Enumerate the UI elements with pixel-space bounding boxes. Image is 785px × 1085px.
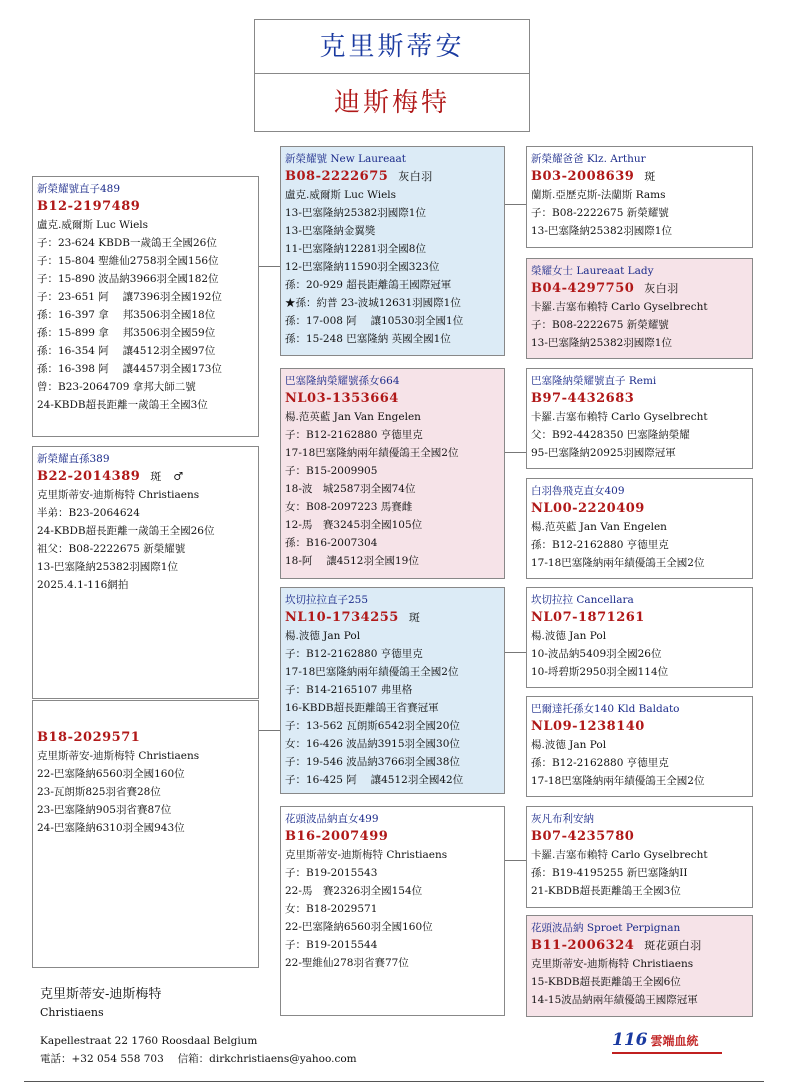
pedigree-line: 10-埒碧斯2950羽全國114位	[531, 666, 669, 678]
ring-number	[531, 168, 748, 186]
pedigree-line: 子：B14-2165107 弗里格	[285, 684, 413, 696]
pedigree-line: 12-馬 賽3245羽全國105位	[285, 519, 423, 531]
pedigree-line: 子：B08-2222675 新榮耀號	[531, 319, 669, 331]
pedigree-line: 11-巴塞隆納12281羽全國8位	[285, 243, 426, 255]
pedigree-line: 2025.4.1-116網拍	[37, 579, 129, 591]
ring-number	[531, 280, 748, 298]
owner-name: 克里斯蒂安-迪斯梅特	[40, 987, 162, 1002]
pedigree-line: 克里斯蒂安-迪斯梅特 Christiaens	[285, 849, 448, 861]
ring-number	[531, 718, 748, 736]
ancestor-box	[526, 915, 753, 1017]
pedigree-line: 18-阿 讓4512羽全國19位	[285, 555, 419, 567]
pedigree-line: 子：15-804 聖維仙2758羽全國156位	[37, 255, 219, 267]
plumage-color: 斑花頭白羽	[644, 939, 702, 952]
connector	[505, 652, 527, 653]
pedigree-line: 孫：16-398 阿 讓4457羽全國173位	[37, 363, 222, 375]
pedigree-line: 13-巴塞隆納25382羽國際1位	[531, 225, 672, 237]
pedigree-line: 盧克.威爾斯 Luc Wiels	[285, 189, 397, 201]
pedigree-line: 卡羅.吉塞布賴特 Carlo Gyselbrecht	[531, 411, 708, 423]
pedigree-line: 孫：15-248 巴塞隆納 英國全國1位	[285, 333, 451, 345]
pedigree-line: 孫：20-929 超長距離鴿王國際冠軍	[285, 279, 452, 291]
pedigree-line: 子：15-890 波品納3966羽全國182位	[37, 273, 219, 285]
logo-number: 116	[612, 1030, 648, 1050]
ring-number-text: B08-2222675	[285, 169, 389, 184]
pedigree-line: 24-KBDB超長距離一歲鴿王全國3位	[37, 399, 208, 411]
pedigree-line: 曾：B23-2064709 拿邦大師二號	[37, 381, 196, 393]
ring-number	[285, 609, 500, 627]
ring-number-text: B12-2197489	[37, 199, 141, 214]
pedigree-line: 13-巴塞隆納25382羽國際1位	[531, 337, 672, 349]
sire-box	[32, 176, 259, 437]
pedigree-line: 孫：B12-2162880 亨德里克	[531, 539, 669, 551]
pedigree-line: 22-巴塞隆納6560羽全國160位	[285, 921, 433, 933]
pigeon-nickname: 巴塞隆納榮耀號孫女664	[285, 375, 400, 387]
ring-number-text: NL07-1871261	[531, 610, 645, 625]
connector	[505, 452, 527, 453]
granddam-maternal-box	[280, 806, 505, 1016]
pedigree-line: 14-15波品納兩年績優鴿王國際冠軍	[531, 994, 698, 1006]
pedigree-line: 楊.波德 Jan Pol	[531, 739, 607, 751]
ring-number	[37, 198, 254, 216]
ring-number-text: B22-2014389	[37, 469, 141, 484]
pedigree-line: 孫：16-354 阿 讓4512羽全國97位	[37, 345, 216, 357]
granddam-paternal-box	[280, 368, 505, 579]
ring-number	[531, 609, 748, 627]
pigeon-nickname: 新榮耀號 New Laureaat	[285, 153, 407, 165]
connector	[505, 204, 527, 205]
ring-number-text: B16-2007499	[285, 829, 389, 844]
ancestor-box	[526, 146, 753, 248]
ancestor-box	[526, 806, 753, 908]
owner-block	[40, 986, 161, 1022]
connector	[505, 860, 527, 861]
connector	[258, 266, 280, 267]
ring-number	[531, 937, 748, 955]
pedigree-line: 13-巴塞隆納25382羽國際1位	[37, 561, 178, 573]
pedigree-line: 克里斯蒂安-迪斯梅特 Christiaens	[37, 489, 200, 501]
pedigree-line: 楊.波德 Jan Pol	[531, 630, 607, 642]
pedigree-line: 楊.范英藍 Jan Van Engelen	[285, 411, 421, 423]
connector	[258, 730, 280, 731]
plumage-color: 灰白羽	[398, 170, 433, 183]
pedigree-line: 孫：16-397 拿 邦3506羽全國18位	[37, 309, 216, 321]
pigeon-nickname: 巴塞隆納榮耀號直子 Remi	[531, 375, 657, 387]
pigeon-nickname: 花頭波品納直女499	[285, 813, 379, 825]
pedigree-line: 23-瓦朗斯825羽省賽28位	[37, 786, 161, 798]
ring-number-text: NL00-2220409	[531, 501, 645, 516]
grandsire-paternal-box	[280, 146, 505, 356]
pedigree-line: 23-巴塞隆納905羽省賽87位	[37, 804, 172, 816]
pedigree-line: 子：19-546 波品納3766羽全國38位	[285, 756, 460, 768]
brand-logo	[612, 1030, 699, 1050]
pedigree-line: 24-巴塞隆納6310羽全國943位	[37, 822, 185, 834]
ring-number	[37, 729, 254, 747]
pedigree-line: 孫：B19-4195255 新巴塞隆納II	[531, 867, 688, 879]
pedigree-line: 子：23-624 KBDB一歲鴿王全國26位	[37, 237, 217, 249]
pigeon-nickname: 新榮耀爸爸 Klz. Arthur	[531, 153, 646, 165]
address: Kapellestraat 22 1760 Roosdaal Belgium	[40, 1035, 258, 1047]
pedigree-line: 95-巴塞隆納20925羽國際冠軍	[531, 447, 676, 459]
pigeon-nickname: 榮耀女士 Laureaat Lady	[531, 265, 654, 277]
pedigree-line: 父：B92-4428350 巴塞隆納榮耀	[531, 429, 690, 441]
ring-number-text: NL03-1353664	[285, 391, 399, 406]
grandsire-maternal-box	[280, 587, 505, 794]
subject-pigeon-box	[32, 446, 259, 699]
pedigree-line: 18-波 城2587羽全國74位	[285, 483, 416, 495]
ancestor-box	[526, 258, 753, 359]
pedigree-line: 13-巴塞隆納25382羽國際1位	[285, 207, 426, 219]
ring-number-text: B11-2006324	[531, 938, 635, 953]
pedigree-line: 子：B12-2162880 亨德里克	[285, 648, 423, 660]
pedigree-line: 子：23-651 阿 讓7396羽全國192位	[37, 291, 222, 303]
contact-block	[40, 1032, 357, 1068]
pedigree-line: 子：B08-2222675 新榮耀號	[531, 207, 669, 219]
ring-number	[531, 500, 748, 518]
page-subtitle: 迪斯梅特	[254, 74, 530, 132]
ring-number-text: B97-4432683	[531, 391, 635, 406]
pedigree-line: 卡羅.吉塞布賴特 Carlo Gyselbrecht	[531, 849, 708, 861]
plumage-color: 斑	[644, 170, 656, 183]
ancestor-box	[526, 696, 753, 797]
ring-number	[285, 828, 500, 846]
logo-underline	[612, 1052, 722, 1054]
pigeon-nickname: 灰凡布利安納	[531, 813, 594, 825]
pigeon-nickname: 花頭波品納 Sproet Perpignan	[531, 922, 681, 934]
pedigree-line: 祖父：B08-2222675 新榮耀號	[37, 543, 186, 555]
page-title: 克里斯蒂安	[254, 19, 530, 74]
plumage-color: 斑	[408, 611, 421, 624]
ring-number-text: B07-4235780	[531, 829, 635, 844]
pedigree-line: 克里斯蒂安-迪斯梅特 Christiaens	[531, 958, 694, 970]
pedigree-line: 孫：17-008 阿 讓10530羽全國1位	[285, 315, 464, 327]
pedigree-line: 子：B19-2015544	[285, 939, 378, 951]
ring-number	[531, 828, 748, 846]
plumage-color: 灰白羽	[644, 282, 679, 295]
pedigree-line: 女：16-426 波品納3915羽全國30位	[285, 738, 460, 750]
ancestor-box	[526, 478, 753, 579]
contact-line: 電話：+32 054 558 703 信箱：dirkchristiaens@yahoo.com	[40, 1053, 357, 1065]
pedigree-line: 13-巴塞隆納金翼獎	[285, 225, 376, 237]
pedigree-line: 子：B12-2162880 亨德里克	[285, 429, 423, 441]
pigeon-nickname: 巴爾達托孫女140 Kld Baldato	[531, 703, 680, 715]
logo-text: 雲端血統	[650, 1034, 699, 1048]
ancestor-box	[526, 587, 753, 688]
pedigree-line: 子：B19-2015543	[285, 867, 378, 879]
pigeon-nickname: 坎切拉拉直子255	[285, 594, 369, 606]
pigeon-nickname: 新榮耀號直子489	[37, 183, 121, 195]
pigeon-nickname: 新榮耀直孫389	[37, 453, 110, 465]
pedigree-line: 17-18巴塞隆納兩年績優鴿王全國2位	[285, 447, 459, 459]
pedigree-line: 21-KBDB超長距離鴿王全國3位	[531, 885, 681, 897]
pedigree-line: 17-18巴塞隆納兩年績優鴿王全國2位	[531, 775, 705, 787]
pigeon-nickname: 坎切拉拉 Cancellara	[531, 594, 634, 606]
pedigree-line: 16-KBDB超長距離鴿王省賽冠軍	[285, 702, 439, 714]
pedigree-line: 卡羅.吉塞布賴特 Carlo Gyselbrecht	[531, 301, 708, 313]
pigeon-nickname: 白羽魯飛克直女409	[531, 485, 625, 497]
pedigree-line: 子：13-562 瓦朗斯6542羽全國20位	[285, 720, 460, 732]
pedigree-line: 孫：B12-2162880 亨德里克	[531, 757, 669, 769]
pedigree-line: 盧克.威爾斯 Luc Wiels	[37, 219, 149, 231]
ring-number	[531, 390, 748, 408]
ring-number-text: NL09-1238140	[531, 719, 645, 734]
ring-number	[37, 468, 254, 486]
pedigree-line: 子：16-425 阿 讓4512羽全國42位	[285, 774, 464, 786]
ring-number	[285, 390, 500, 408]
pedigree-line: 楊.范英藍 Jan Van Engelen	[531, 521, 667, 533]
pedigree-line: 22-巴塞隆納6560羽全國160位	[37, 768, 185, 780]
pedigree-line: 女：B18-2029571	[285, 903, 378, 915]
pedigree-line: 22-馬 賽2326羽全國154位	[285, 885, 423, 897]
owner-name-en: Christiaens	[40, 1006, 104, 1019]
pedigree-line: 10-波品納5409羽全國26位	[531, 648, 662, 660]
pedigree-line: 17-18巴塞隆納兩年績優鴿王全國2位	[531, 557, 705, 569]
pedigree-line: 22-聖維仙278羽省賽77位	[285, 957, 409, 969]
ring-number	[285, 168, 500, 186]
pedigree-line: 孫：15-899 拿 邦3506羽全國59位	[37, 327, 216, 339]
pedigree-line: 楊.波德 Jan Pol	[285, 630, 361, 642]
pedigree-line: 24-KBDB超長距離一歲鴿王全國26位	[37, 525, 215, 537]
pedigree-line: 12-巴塞隆納11590羽全國323位	[285, 261, 440, 273]
pedigree-line: 蘭斯.亞歷克斯-法蘭斯 Rams	[531, 189, 666, 201]
ring-number-text: B18-2029571	[37, 730, 141, 745]
ring-number-text: NL10-1734255	[285, 610, 399, 625]
pedigree-line: ★孫：約普 23-波城12631羽國際1位	[285, 297, 461, 309]
pedigree-line: 克里斯蒂安-迪斯梅特 Christiaens	[37, 750, 200, 762]
ancestor-box	[526, 368, 753, 469]
dam-box	[32, 700, 259, 968]
pedigree-line: 女：B08-2097223 馬賽雌	[285, 501, 413, 513]
pedigree-line: 15-KBDB超長距離鴿王全國6位	[531, 976, 681, 988]
pedigree-line: 孫：B16-2007304	[285, 537, 378, 549]
pedigree-line: 子：B15-2009905	[285, 465, 378, 477]
bottom-rule	[24, 1081, 764, 1082]
plumage-color: 斑 ♂	[150, 470, 184, 483]
pedigree-line: 17-18巴塞隆納兩年績優鴿王全國2位	[285, 666, 459, 678]
ring-number-text: B04-4297750	[531, 281, 635, 296]
ring-number-text: B03-2008639	[531, 169, 635, 184]
pedigree-line: 半弟：B23-2064624	[37, 507, 140, 519]
